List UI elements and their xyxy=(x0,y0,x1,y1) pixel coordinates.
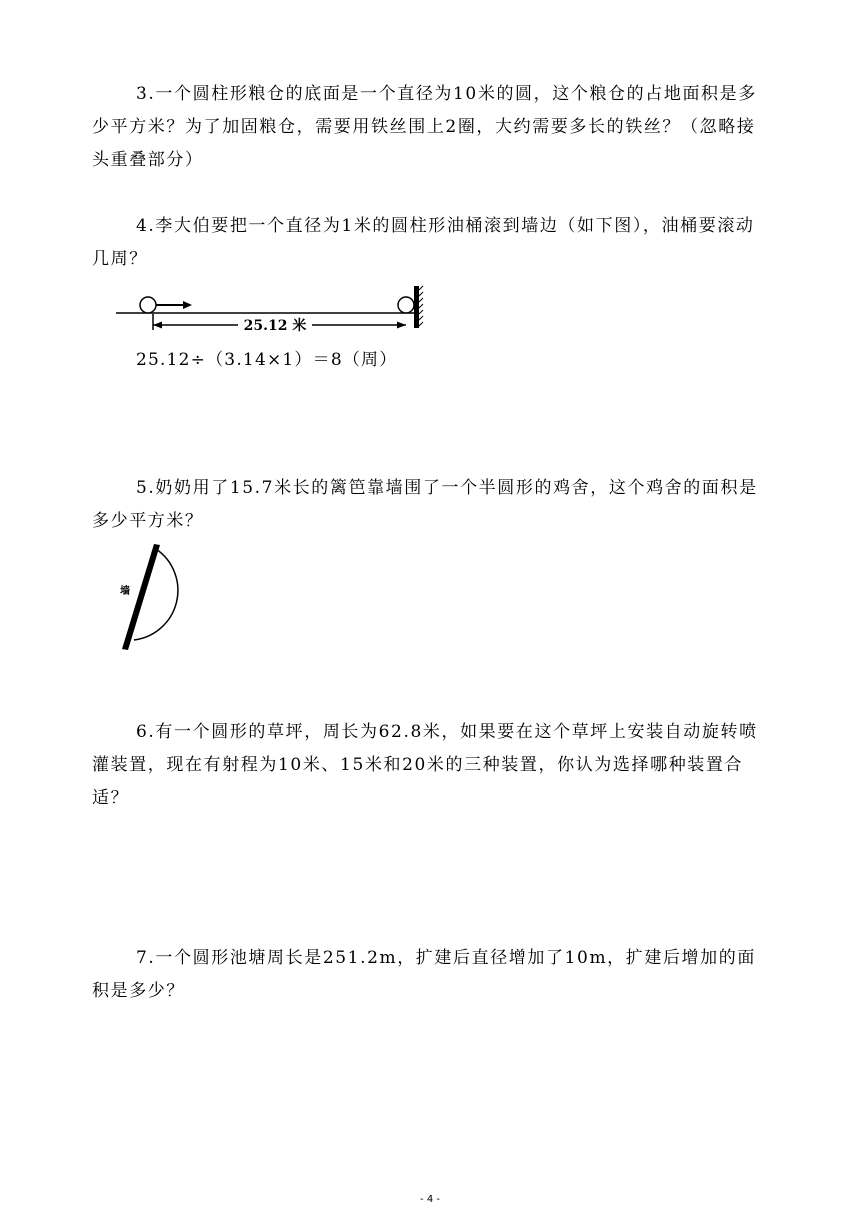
chicken-coop-figure xyxy=(112,540,212,656)
barrel-end-icon xyxy=(398,297,414,313)
barrel-start-icon xyxy=(140,297,156,313)
problem-6-text: 6.有一个圆形的草坪，周长为62.8米，如果要在这个草坪上安装自动旋转喷灌装置，现在有射程为10米、15米和20米的三种装置，你认为选择哪种装置合适？ xyxy=(92,722,758,808)
problem-3-text: 3.一个圆柱形粮仓的底面是一个直径为10米的圆，这个粮仓的占地面积是多少平方米？为了加固粮仓，需要用铁丝围上2圈，大约需要多长的铁丝？（忽略接头重叠部分） xyxy=(92,84,757,170)
problem-7-text: 7.一个圆形池塘周长是251.2m，扩建后直径增加了10m，扩建后增加的面积是多少？ xyxy=(92,948,756,1001)
coop-wall xyxy=(122,544,160,650)
problem-4-answer: 25.12÷（3.14×1）＝8（周） xyxy=(136,350,398,370)
motion-arrow-head xyxy=(183,301,192,309)
problem-4-text: 4.李大伯要把一个直径为1米的圆柱形油桶滚到墙边（如下图），油桶要滚动几周？ xyxy=(92,216,755,269)
rolling-barrel-figure xyxy=(112,284,432,336)
page-number: - 4 - xyxy=(420,1194,440,1205)
problem-5-text: 5.奶奶用了15.7米长的篱笆靠墙围了一个半圆形的鸡舍，这个鸡舍的面积是多少平方米？ xyxy=(92,478,758,531)
wall xyxy=(414,286,419,328)
wall-label: 墙 xyxy=(120,586,130,597)
distance-label: 25.12 米 xyxy=(243,318,307,334)
